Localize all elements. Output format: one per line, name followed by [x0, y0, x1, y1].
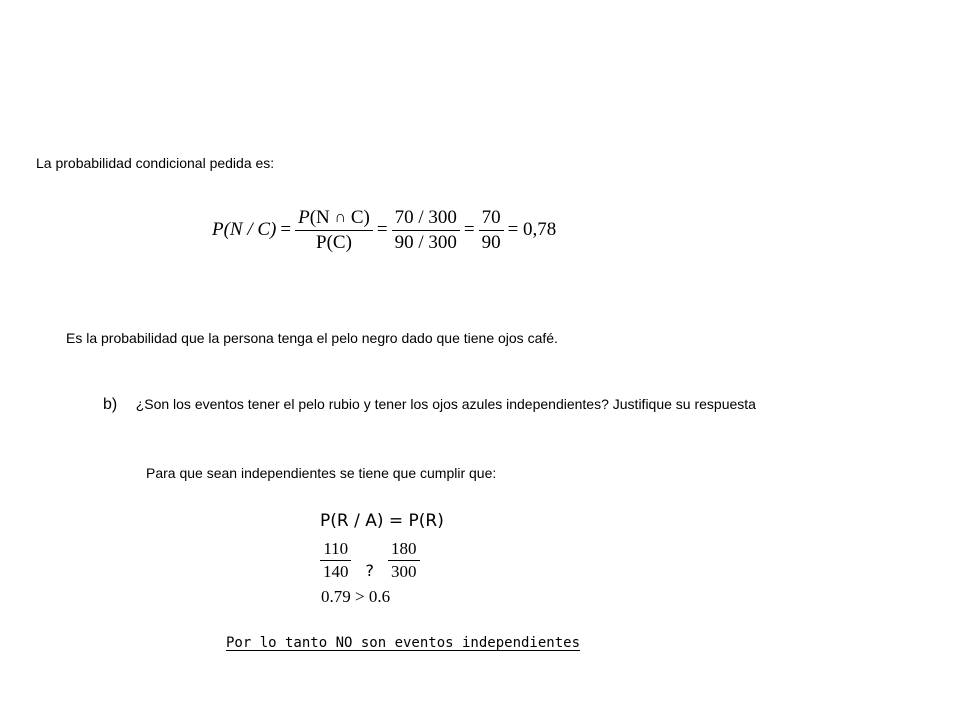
- fraction-denominator: 90 / 300: [394, 231, 457, 253]
- question-label: b): [103, 396, 118, 413]
- formula-lhs: P(N / C): [212, 219, 277, 241]
- independence-inequality: 0.79 > 0.6: [321, 587, 391, 606]
- conditional-probability-formula: [212, 208, 556, 253]
- question-text: ¿Son los eventos tener el pelo rubio y tener los ojos azules independientes? Justifique su respuesta: [135, 396, 756, 412]
- fraction-observed: [320, 540, 352, 581]
- fraction-marginal: [388, 540, 420, 581]
- formula-result: = 0,78: [507, 219, 557, 241]
- equals-sign: =: [463, 219, 475, 241]
- fraction-numerator: 70: [479, 208, 504, 231]
- intersection-icon: ∩: [334, 209, 347, 226]
- intersection-numerator: (N: [309, 207, 330, 228]
- fraction-simplified: [479, 208, 504, 253]
- fraction-numerator: 110: [320, 540, 351, 561]
- fraction-counts: [392, 208, 460, 253]
- question-mark: ?: [365, 560, 374, 580]
- independence-formula-line1: P(R / A) = P(R): [320, 511, 444, 531]
- independence-fraction-comparison: [320, 540, 420, 581]
- fraction-denominator: 140: [323, 561, 349, 581]
- conclusion-text: Por lo tanto NO son eventos independientes: [226, 635, 581, 651]
- equals-sign: =: [280, 219, 292, 241]
- intro-text: La probabilidad condicional pedida es:: [36, 155, 275, 171]
- fraction-denominator: 90: [481, 231, 501, 253]
- fraction-denominator: P(C): [316, 231, 352, 253]
- fraction-denominator: 300: [391, 561, 417, 581]
- explanation-text: Es la probabilidad que la persona tenga el pelo negro dado que tiene ojos café.: [66, 330, 558, 346]
- intersection-numerator-end: C): [350, 207, 370, 228]
- fraction-intersection: $\frac{P(N \cap C)}{P(C)}$: [295, 208, 373, 253]
- fraction-numerator: 180: [388, 540, 420, 561]
- fraction-numerator: 70 / 300: [392, 208, 460, 231]
- question-b: [103, 396, 756, 414]
- equals-sign: =: [376, 219, 388, 241]
- condition-text: Para que sean independientes se tiene que cumplir que:: [146, 465, 497, 481]
